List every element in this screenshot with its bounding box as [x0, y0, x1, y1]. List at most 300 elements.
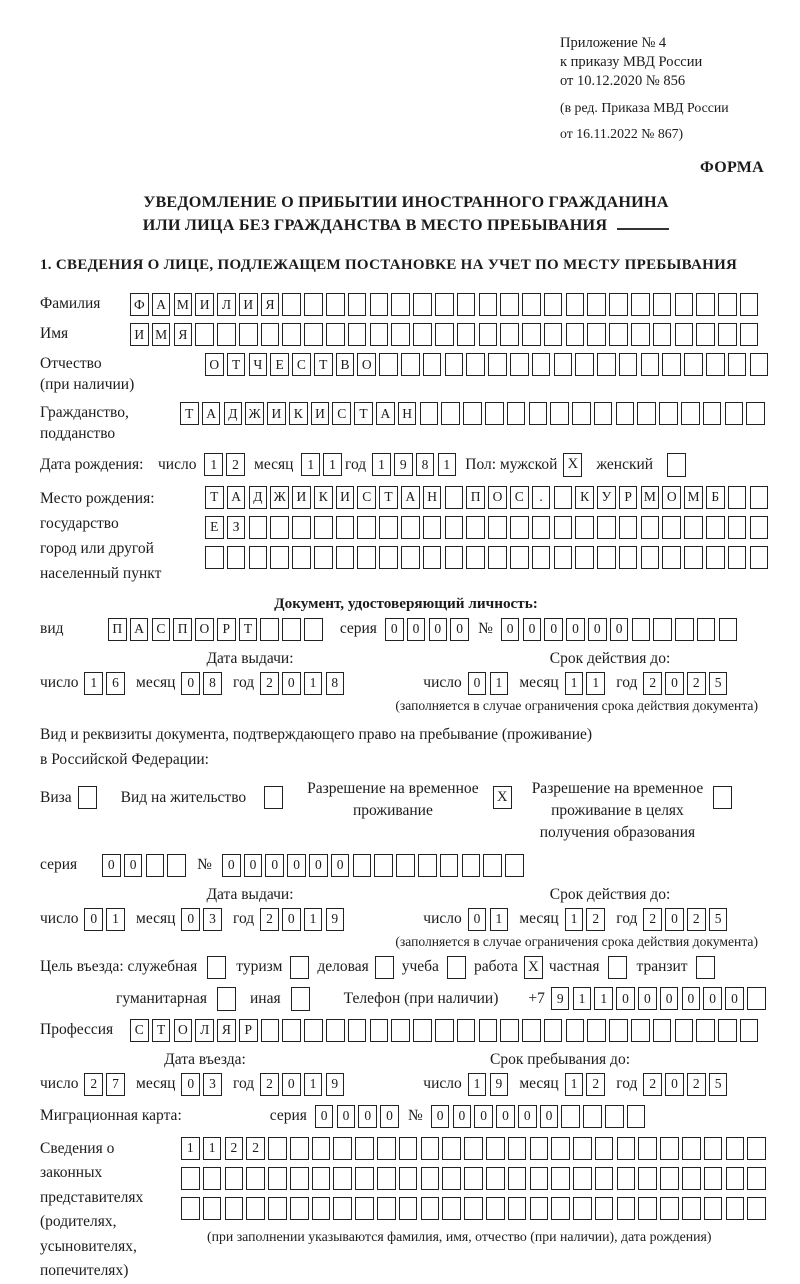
mig-series-boxes[interactable]: [315, 1105, 402, 1128]
birth-place-row-1[interactable]: [205, 486, 771, 509]
char-box[interactable]: В: [336, 353, 355, 376]
char-box[interactable]: [681, 402, 700, 425]
char-box[interactable]: [750, 353, 769, 376]
char-box[interactable]: [442, 1197, 461, 1220]
char-box[interactable]: [435, 1019, 454, 1042]
char-box[interactable]: [464, 1197, 483, 1220]
char-box[interactable]: [587, 293, 606, 316]
char-box[interactable]: [488, 516, 507, 539]
purpose-study-checkbox[interactable]: [447, 956, 466, 980]
char-box[interactable]: [423, 546, 442, 569]
char-box[interactable]: 1: [594, 987, 613, 1010]
char-box[interactable]: [282, 323, 301, 346]
char-box[interactable]: 8: [326, 672, 345, 695]
char-box[interactable]: [530, 1197, 549, 1220]
char-box[interactable]: 2: [586, 1073, 605, 1096]
char-box[interactable]: [605, 1105, 624, 1128]
char-box[interactable]: .: [532, 486, 551, 509]
char-box[interactable]: 1: [565, 672, 584, 695]
char-box[interactable]: И: [130, 323, 149, 346]
char-box[interactable]: [370, 323, 389, 346]
char-box[interactable]: [225, 1197, 244, 1220]
char-box[interactable]: [413, 293, 432, 316]
char-box[interactable]: [483, 854, 502, 877]
char-box[interactable]: 2: [687, 672, 706, 695]
char-box[interactable]: 5: [709, 1073, 728, 1096]
char-box[interactable]: Я: [174, 323, 193, 346]
char-box[interactable]: А: [376, 402, 395, 425]
char-box[interactable]: [659, 402, 678, 425]
char-box[interactable]: 2: [84, 1073, 103, 1096]
char-box[interactable]: 1: [304, 1073, 323, 1096]
char-box[interactable]: К: [314, 486, 333, 509]
char-box[interactable]: [718, 323, 737, 346]
char-box[interactable]: [445, 486, 464, 509]
char-box[interactable]: [377, 1137, 396, 1160]
char-box[interactable]: [529, 402, 548, 425]
char-box[interactable]: 6: [106, 672, 125, 695]
visa-checkbox[interactable]: [78, 786, 97, 810]
char-box[interactable]: 0: [518, 1105, 537, 1128]
char-box[interactable]: [554, 516, 573, 539]
char-box[interactable]: 5: [709, 672, 728, 695]
char-box[interactable]: [290, 1197, 309, 1220]
char-box[interactable]: [270, 516, 289, 539]
char-box[interactable]: [684, 353, 703, 376]
char-box[interactable]: [653, 1019, 672, 1042]
char-box[interactable]: [466, 516, 485, 539]
char-box[interactable]: [653, 618, 672, 641]
char-box[interactable]: [485, 402, 504, 425]
char-box[interactable]: Т: [239, 618, 258, 641]
char-box[interactable]: О: [174, 1019, 193, 1042]
char-box[interactable]: 1: [490, 672, 509, 695]
char-box[interactable]: [530, 1137, 549, 1160]
char-box[interactable]: 3: [203, 1073, 222, 1096]
char-box[interactable]: [706, 546, 725, 569]
char-box[interactable]: 8: [203, 672, 222, 695]
char-box[interactable]: [326, 1019, 345, 1042]
char-box[interactable]: [662, 546, 681, 569]
char-box[interactable]: [486, 1137, 505, 1160]
char-box[interactable]: [728, 516, 747, 539]
char-box[interactable]: [675, 1019, 694, 1042]
char-box[interactable]: Д: [249, 486, 268, 509]
char-box[interactable]: Ж: [245, 402, 264, 425]
char-box[interactable]: [370, 1019, 389, 1042]
char-box[interactable]: [500, 1019, 519, 1042]
char-box[interactable]: [314, 546, 333, 569]
entry-month-boxes[interactable]: [181, 1073, 225, 1096]
char-box[interactable]: [377, 1197, 396, 1220]
char-box[interactable]: 0: [660, 987, 679, 1010]
char-box[interactable]: З: [227, 516, 246, 539]
char-box[interactable]: [312, 1137, 331, 1160]
doc-valid-day-boxes[interactable]: [468, 672, 512, 695]
birth-month-boxes[interactable]: [301, 453, 345, 476]
char-box[interactable]: С: [332, 402, 351, 425]
char-box[interactable]: [195, 323, 214, 346]
char-box[interactable]: [704, 1137, 723, 1160]
char-box[interactable]: С: [292, 353, 311, 376]
char-box[interactable]: [445, 546, 464, 569]
char-box[interactable]: [445, 353, 464, 376]
char-box[interactable]: [684, 516, 703, 539]
char-box[interactable]: 0: [468, 908, 487, 931]
char-box[interactable]: 2: [586, 908, 605, 931]
char-box[interactable]: Т: [354, 402, 373, 425]
char-box[interactable]: [505, 854, 524, 877]
char-box[interactable]: [391, 323, 410, 346]
char-box[interactable]: [479, 323, 498, 346]
char-box[interactable]: [479, 293, 498, 316]
char-box[interactable]: [399, 1197, 418, 1220]
purpose-official-checkbox[interactable]: [207, 956, 226, 980]
char-box[interactable]: [682, 1197, 701, 1220]
char-box[interactable]: 0: [616, 987, 635, 1010]
char-box[interactable]: Е: [270, 353, 289, 376]
char-box[interactable]: [391, 1019, 410, 1042]
char-box[interactable]: 2: [687, 1073, 706, 1096]
char-box[interactable]: [420, 402, 439, 425]
char-box[interactable]: 1: [106, 908, 125, 931]
char-box[interactable]: [617, 1167, 636, 1190]
char-box[interactable]: [696, 323, 715, 346]
char-box[interactable]: 0: [496, 1105, 515, 1128]
char-box[interactable]: [282, 1019, 301, 1042]
char-box[interactable]: [706, 516, 725, 539]
char-box[interactable]: [326, 323, 345, 346]
purpose-business-checkbox[interactable]: [375, 956, 394, 980]
purpose-private-checkbox[interactable]: [608, 956, 627, 980]
char-box[interactable]: И: [336, 486, 355, 509]
char-box[interactable]: 0: [358, 1105, 377, 1128]
char-box[interactable]: [282, 293, 301, 316]
char-box[interactable]: [508, 1197, 527, 1220]
char-box[interactable]: [522, 293, 541, 316]
char-box[interactable]: [500, 323, 519, 346]
char-box[interactable]: С: [510, 486, 529, 509]
char-box[interactable]: [488, 353, 507, 376]
char-box[interactable]: [566, 323, 585, 346]
char-box[interactable]: [379, 546, 398, 569]
legal-row-2[interactable]: [181, 1167, 769, 1190]
char-box[interactable]: [616, 402, 635, 425]
char-box[interactable]: [304, 1019, 323, 1042]
char-box[interactable]: К: [289, 402, 308, 425]
char-box[interactable]: [457, 293, 476, 316]
char-box[interactable]: [551, 1137, 570, 1160]
char-box[interactable]: 0: [222, 854, 241, 877]
char-box[interactable]: [575, 516, 594, 539]
char-box[interactable]: [703, 402, 722, 425]
char-box[interactable]: Я: [217, 1019, 236, 1042]
char-box[interactable]: [718, 1019, 737, 1042]
char-box[interactable]: [551, 1197, 570, 1220]
char-box[interactable]: П: [173, 618, 192, 641]
char-box[interactable]: 1: [586, 672, 605, 695]
char-box[interactable]: А: [202, 402, 221, 425]
char-box[interactable]: А: [227, 486, 246, 509]
doc-valid-month-boxes[interactable]: [565, 672, 609, 695]
char-box[interactable]: [697, 618, 716, 641]
char-box[interactable]: [609, 323, 628, 346]
char-box[interactable]: [631, 1019, 650, 1042]
char-box[interactable]: И: [239, 293, 258, 316]
char-box[interactable]: Ч: [249, 353, 268, 376]
patronymic-boxes[interactable]: [205, 353, 771, 376]
char-box[interactable]: Н: [423, 486, 442, 509]
char-box[interactable]: Д: [224, 402, 243, 425]
char-box[interactable]: Р: [619, 486, 638, 509]
char-box[interactable]: [423, 353, 442, 376]
char-box[interactable]: Н: [398, 402, 417, 425]
char-box[interactable]: [587, 323, 606, 346]
char-box[interactable]: [619, 516, 638, 539]
char-box[interactable]: [146, 854, 165, 877]
char-box[interactable]: [167, 854, 186, 877]
char-box[interactable]: Р: [239, 1019, 258, 1042]
temp-residence-edu-checkbox[interactable]: [713, 786, 732, 810]
char-box[interactable]: [638, 1167, 657, 1190]
char-box[interactable]: [662, 353, 681, 376]
char-box[interactable]: 9: [551, 987, 570, 1010]
char-box[interactable]: 0: [407, 618, 426, 641]
char-box[interactable]: [336, 546, 355, 569]
char-box[interactable]: [249, 516, 268, 539]
char-box[interactable]: Т: [180, 402, 199, 425]
char-box[interactable]: 0: [431, 1105, 450, 1128]
char-box[interactable]: [660, 1137, 679, 1160]
char-box[interactable]: [597, 516, 616, 539]
char-box[interactable]: М: [641, 486, 660, 509]
char-box[interactable]: [684, 546, 703, 569]
char-box[interactable]: 0: [282, 908, 301, 931]
entry-day-boxes[interactable]: [84, 1073, 128, 1096]
char-box[interactable]: [510, 516, 529, 539]
char-box[interactable]: [486, 1167, 505, 1190]
char-box[interactable]: [326, 293, 345, 316]
char-box[interactable]: [217, 323, 236, 346]
char-box[interactable]: [401, 546, 420, 569]
char-box[interactable]: [740, 1019, 759, 1042]
char-box[interactable]: 0: [501, 618, 520, 641]
char-box[interactable]: 0: [703, 987, 722, 1010]
legal-row-1[interactable]: [181, 1137, 769, 1160]
char-box[interactable]: 9: [394, 453, 413, 476]
char-box[interactable]: 0: [725, 987, 744, 1010]
entry-year-boxes[interactable]: [260, 1073, 347, 1096]
char-box[interactable]: [357, 546, 376, 569]
char-box[interactable]: [726, 1137, 745, 1160]
res-issue-month-boxes[interactable]: [181, 908, 225, 931]
char-box[interactable]: [508, 1167, 527, 1190]
char-box[interactable]: К: [575, 486, 594, 509]
char-box[interactable]: [619, 546, 638, 569]
char-box[interactable]: У: [597, 486, 616, 509]
char-box[interactable]: [522, 323, 541, 346]
doc-series-boxes[interactable]: [385, 618, 472, 641]
char-box[interactable]: [379, 353, 398, 376]
char-box[interactable]: [445, 516, 464, 539]
char-box[interactable]: [750, 486, 769, 509]
char-box[interactable]: [488, 546, 507, 569]
char-box[interactable]: [282, 618, 301, 641]
char-box[interactable]: [696, 293, 715, 316]
char-box[interactable]: И: [311, 402, 330, 425]
char-box[interactable]: [747, 1137, 766, 1160]
temp-residence-checkbox[interactable]: X: [493, 786, 512, 810]
char-box[interactable]: 0: [102, 854, 121, 877]
char-box[interactable]: [268, 1197, 287, 1220]
res-issue-year-boxes[interactable]: [260, 908, 347, 931]
char-box[interactable]: [181, 1197, 200, 1220]
sex-female-checkbox[interactable]: [667, 453, 686, 477]
char-box[interactable]: 9: [326, 908, 345, 931]
char-box[interactable]: П: [466, 486, 485, 509]
char-box[interactable]: [575, 353, 594, 376]
char-box[interactable]: [587, 1019, 606, 1042]
char-box[interactable]: [333, 1197, 352, 1220]
char-box[interactable]: [377, 1167, 396, 1190]
char-box[interactable]: [227, 546, 246, 569]
char-box[interactable]: [249, 546, 268, 569]
char-box[interactable]: [595, 1167, 614, 1190]
purpose-tourism-checkbox[interactable]: [290, 956, 309, 980]
char-box[interactable]: [566, 1019, 585, 1042]
char-box[interactable]: 0: [682, 987, 701, 1010]
char-box[interactable]: 0: [665, 908, 684, 931]
residence-permit-checkbox[interactable]: [264, 786, 283, 810]
char-box[interactable]: 1: [468, 1073, 487, 1096]
char-box[interactable]: [379, 516, 398, 539]
char-box[interactable]: [573, 1167, 592, 1190]
char-box[interactable]: [413, 323, 432, 346]
char-box[interactable]: [203, 1167, 222, 1190]
char-box[interactable]: Т: [314, 353, 333, 376]
char-box[interactable]: [203, 1197, 222, 1220]
char-box[interactable]: [391, 293, 410, 316]
birth-place-row-2[interactable]: [205, 516, 771, 539]
char-box[interactable]: [464, 1167, 483, 1190]
char-box[interactable]: [566, 293, 585, 316]
res-series-boxes[interactable]: [102, 854, 189, 877]
char-box[interactable]: Т: [205, 486, 224, 509]
char-box[interactable]: [704, 1197, 723, 1220]
char-box[interactable]: 0: [665, 1073, 684, 1096]
char-box[interactable]: [246, 1197, 265, 1220]
res-valid-year-boxes[interactable]: [643, 908, 730, 931]
char-box[interactable]: 0: [450, 618, 469, 641]
purpose-other-checkbox[interactable]: [291, 987, 310, 1011]
char-box[interactable]: 9: [490, 1073, 509, 1096]
char-box[interactable]: 1: [304, 672, 323, 695]
char-box[interactable]: [290, 1167, 309, 1190]
char-box[interactable]: О: [205, 353, 224, 376]
char-box[interactable]: [632, 618, 651, 641]
char-box[interactable]: [292, 516, 311, 539]
char-box[interactable]: [530, 1167, 549, 1190]
char-box[interactable]: 0: [315, 1105, 334, 1128]
char-box[interactable]: [561, 1105, 580, 1128]
char-box[interactable]: [510, 546, 529, 569]
char-box[interactable]: [728, 353, 747, 376]
char-box[interactable]: 1: [438, 453, 457, 476]
char-box[interactable]: [463, 402, 482, 425]
char-box[interactable]: 0: [474, 1105, 493, 1128]
birth-place-row-3[interactable]: [205, 546, 771, 569]
char-box[interactable]: [292, 546, 311, 569]
char-box[interactable]: Я: [261, 293, 280, 316]
char-box[interactable]: [312, 1197, 331, 1220]
char-box[interactable]: 1: [204, 453, 223, 476]
char-box[interactable]: [457, 1019, 476, 1042]
doc-issue-day-boxes[interactable]: [84, 672, 128, 695]
res-valid-month-boxes[interactable]: [565, 908, 609, 931]
char-box[interactable]: 0: [287, 854, 306, 877]
char-box[interactable]: [617, 1137, 636, 1160]
char-box[interactable]: [747, 1167, 766, 1190]
char-box[interactable]: [583, 1105, 602, 1128]
char-box[interactable]: [726, 1197, 745, 1220]
name-boxes[interactable]: [130, 323, 762, 346]
char-box[interactable]: [719, 618, 738, 641]
char-box[interactable]: [486, 1197, 505, 1220]
char-box[interactable]: [357, 516, 376, 539]
char-box[interactable]: 0: [429, 618, 448, 641]
char-box[interactable]: О: [195, 618, 214, 641]
char-box[interactable]: [522, 1019, 541, 1042]
char-box[interactable]: [627, 1105, 646, 1128]
char-box[interactable]: [462, 854, 481, 877]
char-box[interactable]: [421, 1137, 440, 1160]
char-box[interactable]: 0: [331, 854, 350, 877]
char-box[interactable]: [442, 1167, 461, 1190]
char-box[interactable]: [631, 323, 650, 346]
char-box[interactable]: 2: [260, 672, 279, 695]
doc-valid-year-boxes[interactable]: [643, 672, 730, 695]
char-box[interactable]: 0: [385, 618, 404, 641]
char-box[interactable]: [595, 1137, 614, 1160]
char-box[interactable]: [205, 546, 224, 569]
char-box[interactable]: Т: [379, 486, 398, 509]
legal-row-3[interactable]: [181, 1197, 769, 1220]
stay-day-boxes[interactable]: [468, 1073, 512, 1096]
char-box[interactable]: 5: [709, 908, 728, 931]
char-box[interactable]: [355, 1197, 374, 1220]
char-box[interactable]: [637, 402, 656, 425]
char-box[interactable]: 1: [565, 1073, 584, 1096]
char-box[interactable]: [348, 323, 367, 346]
char-box[interactable]: 1: [565, 908, 584, 931]
char-box[interactable]: [706, 353, 725, 376]
char-box[interactable]: [401, 516, 420, 539]
char-box[interactable]: 0: [181, 1073, 200, 1096]
char-box[interactable]: [532, 353, 551, 376]
char-box[interactable]: [333, 1167, 352, 1190]
char-box[interactable]: 0: [265, 854, 284, 877]
char-box[interactable]: [268, 1137, 287, 1160]
char-box[interactable]: 1: [304, 908, 323, 931]
char-box[interactable]: [508, 1137, 527, 1160]
char-box[interactable]: [348, 1019, 367, 1042]
char-box[interactable]: [726, 1167, 745, 1190]
char-box[interactable]: Ж: [270, 486, 289, 509]
char-box[interactable]: [466, 353, 485, 376]
char-box[interactable]: [682, 1167, 701, 1190]
char-box[interactable]: [554, 486, 573, 509]
char-box[interactable]: [746, 402, 765, 425]
